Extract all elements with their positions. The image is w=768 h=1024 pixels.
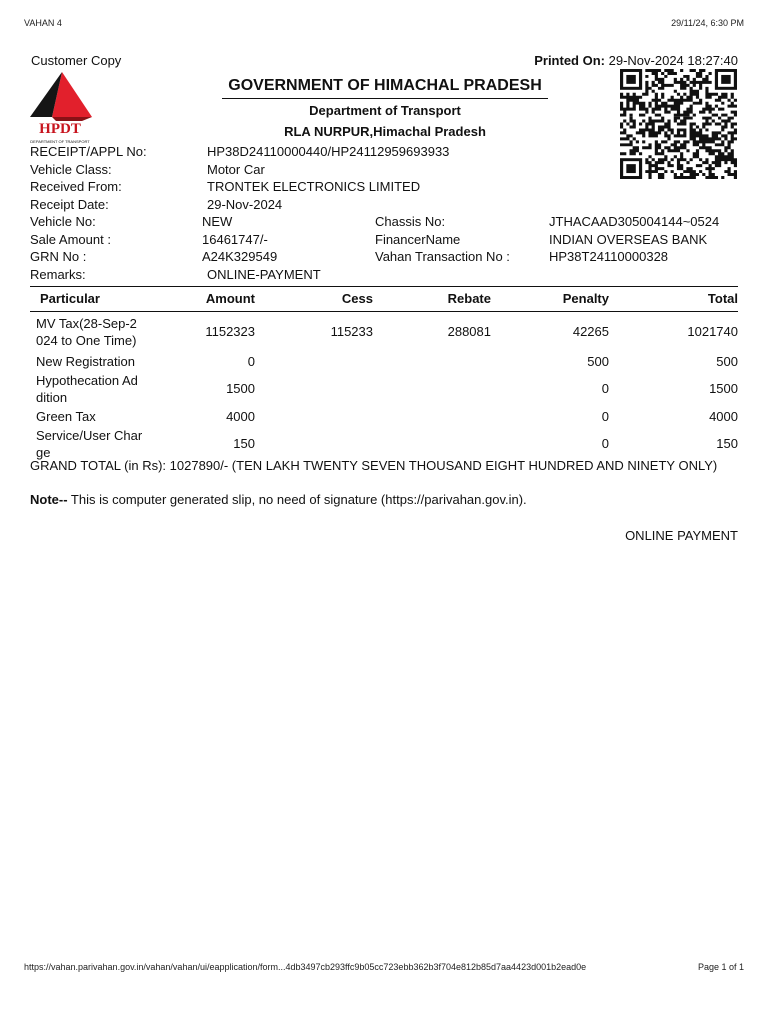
browser-datetime: 29/11/24, 6:30 PM	[671, 18, 744, 28]
table-row	[30, 371, 738, 407]
particular-line-1: MV Tax(28-Sep-2	[36, 315, 137, 331]
table-header-row	[30, 287, 738, 312]
receipt-no-label: RECEIPT/APPL No:	[30, 144, 147, 159]
particular-line-1: New Registration	[36, 353, 135, 369]
cell-particular	[30, 312, 150, 352]
receipt-no-value: HP38D24110000440/HP24112959693933	[207, 144, 450, 159]
financer-label: FinancerName	[375, 231, 461, 247]
particular-line-1: Hypothecation Ad	[36, 372, 138, 388]
cell-rebate	[373, 407, 491, 426]
sale-amount-label: Sale Amount :	[30, 231, 111, 247]
remarks-label: Remarks:	[30, 266, 86, 282]
column-header-amount: Amount	[150, 287, 255, 312]
cell-total: 1021740	[687, 324, 738, 340]
column-header-total: Total	[609, 287, 738, 312]
vahan-txn-label: Vahan Transaction No :	[375, 249, 510, 264]
cell-cess	[255, 407, 373, 426]
logo-text: HPDT	[39, 121, 81, 137]
cell-amount: 0	[247, 353, 255, 369]
particular-line-1: Green Tax	[36, 408, 96, 424]
cell-total: 4000	[709, 408, 738, 424]
cell-penalty: 0	[601, 436, 609, 451]
particular-line-2: 024 to One Time)	[36, 332, 137, 348]
page-title: GOVERNMENT OF HIMACHAL PRADESH	[222, 77, 548, 99]
cell-amount: 1500	[226, 381, 255, 396]
browser-header	[24, 18, 744, 28]
grn-no-label: GRN No :	[30, 249, 87, 264]
column-header-cess: Cess	[255, 287, 373, 312]
cell-particular	[30, 352, 150, 371]
table-row	[30, 407, 738, 426]
cell-total: 1500	[709, 381, 738, 396]
received-from-label: Received From:	[30, 179, 122, 194]
vehicle-class-value: Motor Car	[207, 161, 265, 177]
cell-penalty: 500	[587, 353, 609, 369]
note-text: This is computer generated slip, no need of signature (https://parivahan.gov.in).	[67, 492, 527, 507]
financer-value: INDIAN OVERSEAS BANK	[549, 231, 708, 247]
particular-line-2: ge	[36, 444, 51, 460]
hpdt-logo	[26, 70, 94, 146]
sale-amount-value: 16461747/-	[202, 231, 268, 247]
receipt-details	[30, 143, 738, 288]
grn-no-value: A24K329549	[202, 249, 278, 264]
cell-amount: 1152323	[205, 324, 255, 340]
cell-penalty: 0	[601, 408, 609, 424]
customer-copy-label: Customer Copy	[31, 53, 122, 68]
vahan-txn-value: HP38T24110000328	[549, 249, 669, 264]
browser-footer	[24, 962, 744, 972]
table-row	[30, 312, 738, 352]
cell-particular	[30, 407, 150, 426]
cell-cess: 115233	[330, 324, 373, 340]
cell-penalty: 42265	[572, 324, 609, 340]
cell-particular	[30, 371, 150, 407]
cell-penalty: 0	[601, 381, 609, 396]
column-header-rebate: Rebate	[373, 287, 491, 312]
grand-total: GRAND TOTAL (in Rs): 1027890/- (TEN LAKH TWENTY SEVEN THOUSAND EIGHT HUNDRED AND NINETY ONLY)	[30, 458, 718, 473]
browser-title: VAHAN 4	[24, 18, 62, 28]
page-number: Page 1 of 1	[697, 962, 744, 972]
cell-cess	[255, 371, 373, 407]
column-header-particular: Particular	[30, 287, 150, 312]
logo-subtext: DEPARTMENT OF TRANSPORT	[30, 139, 90, 144]
cell-cess	[255, 352, 373, 371]
cell-amount: 150	[233, 436, 255, 451]
vehicle-class-label: Vehicle Class:	[30, 161, 112, 177]
cell-amount: 4000	[226, 408, 255, 424]
tax-breakdown-table	[30, 286, 738, 462]
cell-total: 150	[716, 436, 738, 451]
cell-rebate: 288081	[447, 324, 491, 340]
note-label: Note--	[30, 492, 68, 507]
receipt-date-value: 29-Nov-2024	[207, 196, 283, 212]
department-name: Department of Transport	[309, 103, 461, 118]
chassis-no-label: Chassis No:	[375, 214, 446, 229]
cell-rebate	[373, 352, 491, 371]
printed-on-label: Printed On:	[534, 53, 605, 68]
note	[30, 492, 527, 507]
receipt-date-label: Receipt Date:	[30, 196, 109, 212]
particular-line-1: Service/User Char	[36, 427, 143, 443]
vehicle-no-label: Vehicle No:	[30, 214, 96, 229]
cell-total: 500	[716, 353, 738, 369]
printed-on-value: 29-Nov-2024 18:27:40	[608, 53, 738, 68]
vehicle-no-value: NEW	[202, 214, 233, 229]
payment-mode: ONLINE PAYMENT	[625, 528, 738, 543]
table-row	[30, 352, 738, 371]
office-name: RLA NURPUR,Himachal Pradesh	[284, 124, 486, 139]
column-header-penalty: Penalty	[491, 287, 609, 312]
received-from-value: TRONTEK ELECTRONICS LIMITED	[207, 179, 421, 194]
particular-line-2: dition	[36, 389, 68, 405]
chassis-no-value: JTHACAAD305004144~0524	[549, 214, 720, 229]
cell-rebate	[373, 371, 491, 407]
page-url[interactable]: https://vahan.parivahan.gov.in/vahan/vahan/ui/eapplication/form...4db3497cb293ffc9b05cc723ebb362b3f704e812b85d7aa4423d001b2ead0e	[24, 962, 587, 972]
printed-on	[534, 53, 738, 68]
remarks-value: ONLINE-PAYMENT	[207, 266, 321, 282]
